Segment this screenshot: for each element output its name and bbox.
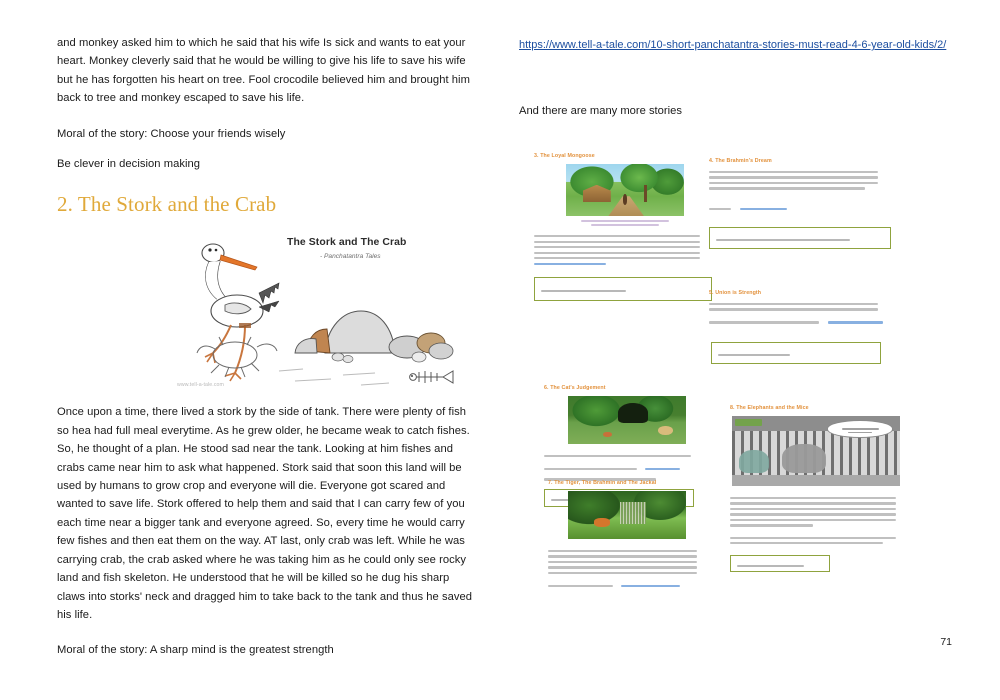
thumbnail-cat-scene (568, 396, 686, 444)
caption-bubble-shape (827, 420, 893, 437)
illustration-watermark: www.tell-a-tale.com (177, 382, 224, 389)
panel-body-8b (730, 537, 910, 545)
panel-elephants-and-mice (730, 405, 910, 572)
stork-and-crab-illustration (175, 231, 475, 391)
panel-heading-4: 4. The Brahmin's Dream (709, 158, 772, 164)
cage-shape (620, 502, 646, 524)
source-url-link[interactable]: https://www.tell-a-tale.com/10-short-panchatantra-stories-must-read-4-6-year-old-kids/2/ (519, 39, 947, 51)
hut-shape (583, 185, 611, 203)
moral-line-stork: Moral of the story: A sharp mind is the greatest strength (57, 644, 334, 657)
panel-tiger-brahmin-jackal (548, 480, 710, 587)
right-text-column (519, 36, 949, 120)
cat-shape (658, 426, 673, 436)
stork-figure (202, 244, 279, 381)
embedded-webpage-screenshot (526, 147, 931, 587)
cave-shape (618, 403, 649, 423)
elephant-shape (782, 444, 826, 473)
moral-box-5 (711, 342, 881, 364)
tiger-shape (594, 518, 611, 527)
moral-line-monkey: Moral of the story: Choose your friends wisely (57, 127, 286, 140)
panel-heading-8: 8. The Elephants and the Mice (730, 405, 809, 411)
panel-heading-5: 5. Union is Strength (709, 290, 762, 296)
moral-box-8 (730, 555, 830, 572)
panel-brahmins-dream (709, 158, 893, 249)
continued-paragraph: and monkey asked him to which he said that his wife Is sick and wants to eat your heart. Monkey cleverly said that he would be willing to give his life to save his wife but he has forgotten his heart on tree. Fool crocodile believed him and brought him back to tree and monkey escaped to save his life. (57, 37, 470, 105)
crab-figure (197, 337, 277, 377)
tree-trunk-shape (644, 185, 648, 203)
more-stories-note: And there are many more stories (519, 105, 682, 117)
thumbnail-elephants-temple (732, 416, 900, 486)
thumbnail-caption-3 (566, 220, 684, 226)
story-heading-stork-and-crab: 2. The Stork and the Crab (57, 192, 277, 217)
person-shape (623, 194, 628, 204)
panel-body-5 (709, 303, 893, 332)
page-number: 71 (940, 636, 952, 648)
ground-strokes (279, 369, 389, 385)
thumbnail-mongoose-scene (566, 164, 684, 216)
site-logo-shape (735, 419, 762, 426)
panel-loyal-mongoose (534, 153, 714, 301)
story-body-paragraph: Once upon a time, there lived a stork by the side of tank. There were plenty of fish so hea had full meal everytime. As he grew older, he became weak to catch fishes. So, he thought of a plan. He stood sad near the tank. Looking at him fishes and crabs came near him to ask what happened. Stork said that soon this land will be used by humans to grow crop and everyone will die. Everyone got scared and wanted to save life. Stork offered to help them and said that I can carry few of you each time near a bigger tank and everyone agreed. So, every time he would carry few fishes and then eat them on the way. AT last, only crab was left. While he was carrying crab, the crab asked where he was taking him as he could only see rocky land and fish skeleton. He understood that he will be killed so he dug his sharp claws into storks' neck and dragged him to take back to the tank and thus he saved his life. (57, 406, 473, 621)
illustration-subtitle: - Panchatantra Tales (320, 253, 381, 261)
panel-union-is-strength (709, 290, 893, 364)
thumbnail-tiger-scene (568, 491, 686, 539)
panel-link-row-4 (709, 201, 893, 219)
moral-line-decision: Be clever in decision making (57, 158, 201, 171)
elephant-statue-shape (739, 450, 769, 474)
panel-body-6 (544, 455, 704, 481)
fish-skeleton (410, 371, 453, 383)
panel-body-8 (730, 497, 910, 527)
panel-heading-7: 7. The Tiger, The Brahmin and The Jackal (548, 480, 657, 486)
moral-box-3 (534, 277, 712, 301)
panel-heading-3: 3. The Loyal Mongoose (534, 153, 595, 159)
panel-body-4 (709, 171, 893, 190)
mouse-shape (603, 432, 611, 438)
panel-body-3 (534, 235, 714, 265)
panel-body-7 (548, 550, 710, 587)
illustration-title: The Stork and The Crab (287, 237, 407, 249)
moral-box-4 (709, 227, 891, 249)
left-text-column (57, 34, 477, 677)
rock-pile (295, 311, 453, 363)
panel-heading-6: 6. The Cat's Judgement (544, 385, 606, 391)
